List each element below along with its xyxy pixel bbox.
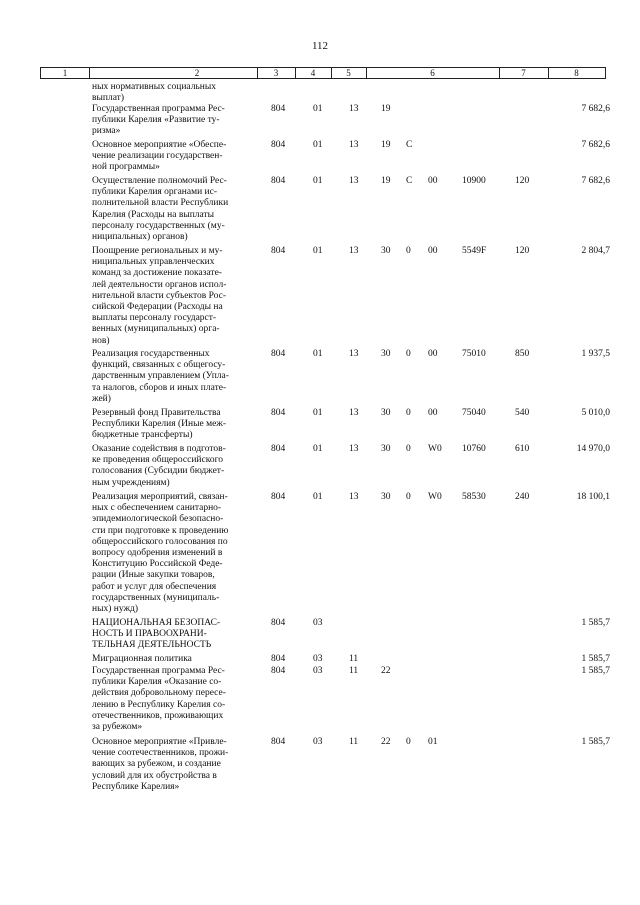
cell-expense-type-code: 120	[515, 176, 530, 186]
cell-program-code: 30	[381, 408, 391, 418]
header-col-3: 3	[273, 68, 279, 78]
header-col-6: 6	[430, 68, 435, 78]
cell-program-code: 30	[381, 492, 391, 502]
cell-chapter-code: 804	[271, 737, 286, 747]
row-description: Государственная программа Рес- публики Карелия «Развитие ту- ризма»	[92, 104, 225, 137]
cell-subprogram-code: С	[406, 140, 413, 150]
cell-program-code: 19	[381, 176, 391, 186]
cell-section-code: 01	[313, 408, 323, 418]
cell-amount: 14 970,0	[576, 444, 610, 454]
cell-direction-code: 58530	[462, 492, 486, 502]
header-col-7: 7	[521, 68, 526, 78]
cell-direction-code: 75040	[462, 408, 486, 418]
cell-subsection-code: 13	[349, 246, 359, 256]
cell-subsection-code: 13	[349, 444, 359, 454]
row-description: Осуществление полномочий Рес- публики Карелия органами ис- полнительной власти Республики Карелия (Расходы на выплаты персоналу государственных (му- ниципальных) органов)	[92, 176, 229, 243]
cell-section-code: 03	[313, 737, 323, 747]
table-header	[40, 67, 606, 79]
cell-event-code: 01	[428, 737, 438, 747]
cell-amount: 1 585,7	[581, 654, 610, 664]
cell-chapter-code: 804	[271, 349, 286, 359]
cell-subsection-code: 13	[349, 349, 359, 359]
cell-direction-code: 75010	[462, 349, 486, 359]
cell-subsection-code: 13	[349, 408, 359, 418]
cell-program-code: 30	[381, 444, 391, 454]
cell-chapter-code: 804	[271, 492, 286, 502]
cell-amount: 2 804,7	[581, 246, 610, 256]
cell-expense-type-code: 240	[515, 492, 530, 502]
cell-chapter-code: 804	[271, 176, 286, 186]
cell-chapter-code: 804	[271, 654, 286, 664]
cell-direction-code: 5549F	[462, 246, 487, 256]
cell-chapter-code: 804	[271, 618, 286, 628]
cell-amount: 1 585,7	[581, 737, 610, 747]
table-row	[0, 654, 640, 666]
cell-section-code: 01	[313, 140, 323, 150]
row-description: НАЦИОНАЛЬНАЯ БЕЗОПАС- НОСТЬ И ПРАВООХРАНИ- ТЕЛЬНАЯ ДЕЯТЕЛЬНОСТЬ	[92, 618, 221, 651]
table-row	[0, 618, 640, 654]
cell-section-code: 01	[313, 349, 323, 359]
cell-amount: 1 585,7	[581, 666, 610, 676]
cell-subsection-code: 13	[349, 104, 359, 114]
table-row	[0, 246, 640, 349]
cell-section-code: 01	[313, 444, 323, 454]
cell-chapter-code: 804	[271, 444, 286, 454]
cell-chapter-code: 804	[271, 666, 286, 676]
cell-subprogram-code: 0	[406, 737, 411, 747]
table-row	[0, 666, 640, 737]
cell-amount: 7 682,6	[581, 140, 610, 150]
cell-amount: 5 010,0	[581, 408, 610, 418]
table-row	[0, 82, 640, 104]
cell-program-code: 22	[381, 737, 391, 747]
table-row	[0, 737, 640, 796]
row-description: Государственная программа Рес- публики Карелия «Оказание со- действия добровольному пересе- лению в Республику Карелия со- отечественников, проживающих за рубежом»	[92, 666, 226, 733]
page-number: 112	[311, 40, 329, 52]
cell-program-code: 22	[381, 666, 391, 676]
table-row	[0, 140, 640, 176]
table-row	[0, 349, 640, 408]
header-col-2: 2	[194, 68, 200, 78]
table-row	[0, 444, 640, 492]
cell-subsection-code: 11	[349, 737, 359, 747]
table-row	[0, 176, 640, 246]
header-col-5: 5	[346, 68, 351, 78]
row-description: Основное мероприятие «Привле- чение соотечественников, прожи- вающих за рубежом, и создание условий для их обустройства в Республике Карелия»	[92, 737, 229, 792]
cell-subprogram-code: 0	[406, 246, 411, 256]
cell-event-code: W0	[428, 444, 442, 454]
cell-chapter-code: 804	[271, 408, 286, 418]
cell-section-code: 03	[313, 654, 323, 664]
row-description: Резервный фонд Правительства Республики Карелия (Иные меж- бюджетные трансферты)	[92, 408, 227, 441]
cell-direction-code: 10900	[462, 176, 486, 186]
cell-subsection-code: 13	[349, 140, 359, 150]
row-description: ных нормативных социальных выплат)	[92, 82, 216, 104]
cell-program-code: 30	[381, 246, 391, 256]
cell-section-code: 01	[313, 104, 323, 114]
cell-amount: 1 937,5	[581, 349, 610, 359]
cell-event-code: 00	[428, 176, 438, 186]
cell-program-code: 30	[381, 349, 391, 359]
header-col-1: 1	[62, 68, 68, 78]
row-description: Реализация мероприятий, связан- ных с обеспечением санитарно- эпидемиологической безопасно- сти при подготовке к проведению общероссийского голосования по вопросу одобрения изменений в Конституцию Российской Феде- рации (Иные закупки товаров, работ и услуг для обеспечения государственных (муниципаль- ных) нужд)	[92, 492, 229, 615]
cell-section-code: 03	[313, 666, 323, 676]
cell-subprogram-code: 0	[406, 408, 411, 418]
cell-section-code: 01	[313, 176, 323, 186]
table-row	[0, 104, 640, 140]
table-row	[0, 492, 640, 618]
row-description: Поощрение региональных и му- ниципальных управленческих команд за достижение показате- лей деятельности органов испол- нительной власти субъектов Рос- сийской Федерации (Расходы на выплаты персоналу государст- венных (муниципальных) орга- нов)	[92, 246, 227, 346]
cell-event-code: 00	[428, 408, 438, 418]
cell-subprogram-code: 0	[406, 444, 411, 454]
cell-event-code: 00	[428, 246, 438, 256]
cell-chapter-code: 804	[271, 246, 286, 256]
cell-section-code: 01	[313, 492, 323, 502]
table-row	[0, 408, 640, 444]
row-description: Основное мероприятие «Обеспе- чение реализации государствен- ной программы»	[92, 140, 227, 173]
cell-subprogram-code: 0	[406, 349, 411, 359]
row-description: Реализация государственных функций, связанных с общегосу- дарственным управлением (Упла- та налогов, сборов и иных плате- жей)	[92, 349, 229, 404]
table-body	[0, 82, 640, 796]
cell-expense-type-code: 850	[515, 349, 530, 359]
cell-amount: 1 585,7	[581, 618, 610, 628]
cell-subsection-code: 13	[349, 176, 359, 186]
cell-subsection-code: 11	[349, 654, 359, 664]
cell-chapter-code: 804	[271, 140, 286, 150]
header-col-8: 8	[574, 68, 579, 78]
cell-section-code: 01	[313, 246, 323, 256]
cell-amount: 7 682,6	[581, 176, 610, 186]
cell-subprogram-code: 0	[406, 492, 411, 502]
cell-section-code: 03	[313, 618, 323, 628]
header-col-4: 4	[310, 68, 316, 78]
cell-subsection-code: 13	[349, 492, 359, 502]
cell-amount: 7 682,6	[581, 104, 610, 114]
row-description: Оказание содействия в подготов- ке проведения общероссийского голосования (Субсидии бюджет- ным учреждениям)	[92, 444, 226, 488]
cell-event-code: W0	[428, 492, 442, 502]
cell-event-code: 00	[428, 349, 438, 359]
row-description: Миграционная политика	[92, 654, 192, 664]
cell-amount: 18 100,1	[576, 492, 610, 502]
cell-subsection-code: 11	[349, 666, 359, 676]
cell-program-code: 19	[381, 104, 391, 114]
cell-expense-type-code: 610	[515, 444, 530, 454]
cell-expense-type-code: 120	[515, 246, 530, 256]
cell-expense-type-code: 540	[515, 408, 530, 418]
cell-program-code: 19	[381, 140, 391, 150]
cell-chapter-code: 804	[271, 104, 286, 114]
cell-subprogram-code: С	[406, 176, 413, 186]
cell-direction-code: 10760	[462, 444, 486, 454]
